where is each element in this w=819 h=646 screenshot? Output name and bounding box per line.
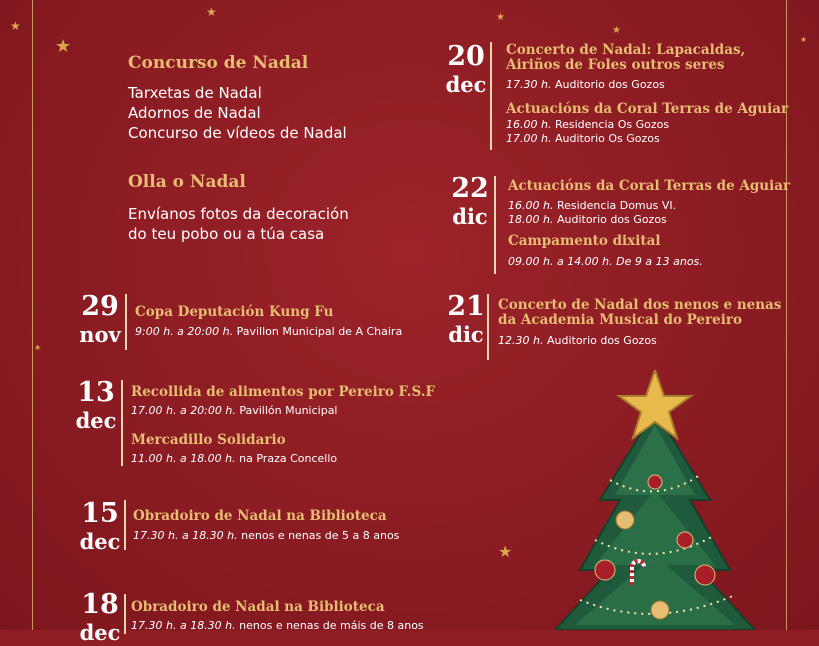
date-day: 21 bbox=[447, 291, 485, 322]
divider bbox=[494, 176, 496, 274]
event-detail: 16.00 h. Residencia Domus VI. bbox=[508, 199, 677, 212]
star-icon: ★ bbox=[496, 12, 505, 23]
event-date bbox=[70, 378, 122, 434]
date-day: 15 bbox=[81, 498, 119, 529]
olla-title: Olla o Nadal bbox=[128, 172, 246, 192]
event-detail: 16.00 h. Residencia Os Gozos bbox=[506, 118, 670, 131]
divider bbox=[490, 42, 492, 150]
event-detail: 09.00 h. a 14.00 h. De 9 a 13 anos. bbox=[508, 255, 703, 268]
date-month: dec bbox=[75, 408, 117, 433]
date-month: dec bbox=[79, 529, 121, 554]
event-title: Mercadillo Solidario bbox=[131, 432, 286, 448]
event-title: Concerto de Nadal: Lapacaldas, bbox=[506, 42, 746, 58]
event-title: da Academia Musical do Pereiro bbox=[498, 312, 742, 328]
olla-line: Envíanos fotos da decoración bbox=[128, 205, 349, 223]
divider bbox=[487, 294, 489, 360]
olla-text bbox=[128, 204, 349, 244]
date-day: 29 bbox=[81, 291, 119, 322]
event-detail: 17.30 h. a 18.30 h. nenos e nenas de 5 a 8 anos bbox=[133, 529, 400, 542]
event-title: Campamento dixital bbox=[508, 233, 661, 249]
olla-line: do teu pobo ou a túa casa bbox=[128, 225, 325, 243]
event-date bbox=[74, 499, 126, 555]
divider bbox=[121, 380, 123, 466]
event-detail: 18.00 h. Auditorio dos Gozos bbox=[508, 213, 667, 226]
date-month: dec bbox=[79, 620, 121, 645]
event-date bbox=[74, 292, 126, 348]
event-date bbox=[74, 590, 126, 646]
frame-line-left bbox=[32, 0, 33, 630]
date-day: 22 bbox=[451, 173, 489, 204]
event-detail: 17.30 h. Auditorio dos Gozos bbox=[506, 78, 665, 91]
date-month: dec bbox=[445, 72, 487, 97]
date-month: dic bbox=[448, 322, 484, 347]
event-detail: 11.00 h. a 18.00 h. na Praza Concello bbox=[131, 452, 338, 465]
concurso-item: Adornos de Nadal bbox=[128, 104, 261, 122]
date-day: 20 bbox=[447, 41, 485, 72]
divider bbox=[125, 294, 127, 350]
concurso-item: Tarxetas de Nadal bbox=[128, 84, 262, 102]
star-icon: ★ bbox=[34, 343, 42, 352]
divider bbox=[124, 500, 126, 550]
star-icon: ★ bbox=[498, 542, 513, 561]
concurso-title: Concurso de Nadal bbox=[128, 53, 309, 73]
event-date bbox=[440, 292, 492, 348]
date-month: nov bbox=[79, 322, 121, 347]
star-icon: ★ bbox=[55, 36, 72, 57]
christmas-tree-illustration bbox=[540, 370, 770, 630]
star-icon: ★ bbox=[206, 5, 217, 19]
event-detail: 12.30 h. Auditorio dos Gozos bbox=[498, 334, 657, 347]
concurso-item: Concurso de vídeos de Nadal bbox=[128, 124, 347, 142]
date-day: 13 bbox=[77, 377, 115, 408]
star-icon: ★ bbox=[10, 19, 21, 33]
event-title: Obradoiro de Nadal na Biblioteca bbox=[131, 599, 385, 615]
concurso-list bbox=[128, 83, 347, 143]
star-icon: ★ bbox=[612, 25, 621, 36]
date-month: dic bbox=[452, 204, 488, 229]
event-title: Obradoiro de Nadal na Biblioteca bbox=[133, 508, 387, 524]
divider bbox=[124, 594, 126, 634]
event-title: Recollida de alimentos por Pereiro F.S.F bbox=[131, 384, 436, 400]
event-detail: 17.30 h. a 18.30 h. nenos e nenas de máis de 8 anos bbox=[131, 619, 424, 632]
frame-line-right bbox=[786, 0, 787, 630]
event-detail: 9:00 h. a 20:00 h. Pavillon Municipal de A Chaira bbox=[135, 325, 403, 338]
event-date bbox=[440, 42, 492, 98]
event-title: Actuacións da Coral Terras de Aguiar bbox=[506, 101, 789, 117]
event-title: Copa Deputación Kung Fu bbox=[135, 304, 334, 320]
star-icon: ★ bbox=[800, 35, 808, 44]
event-detail: 17.00 h. a 20:00 h. Pavillón Municipal bbox=[131, 404, 338, 417]
event-date bbox=[444, 174, 496, 230]
event-title: Actuacións da Coral Terras de Aguiar bbox=[508, 178, 791, 194]
event-title: Concerto de Nadal dos nenos e nenas bbox=[498, 297, 782, 313]
event-title: Airiños de Foles outros seres bbox=[506, 57, 725, 73]
date-day: 18 bbox=[81, 589, 119, 620]
event-detail: 17.00 h. Auditorio Os Gozos bbox=[506, 132, 660, 145]
